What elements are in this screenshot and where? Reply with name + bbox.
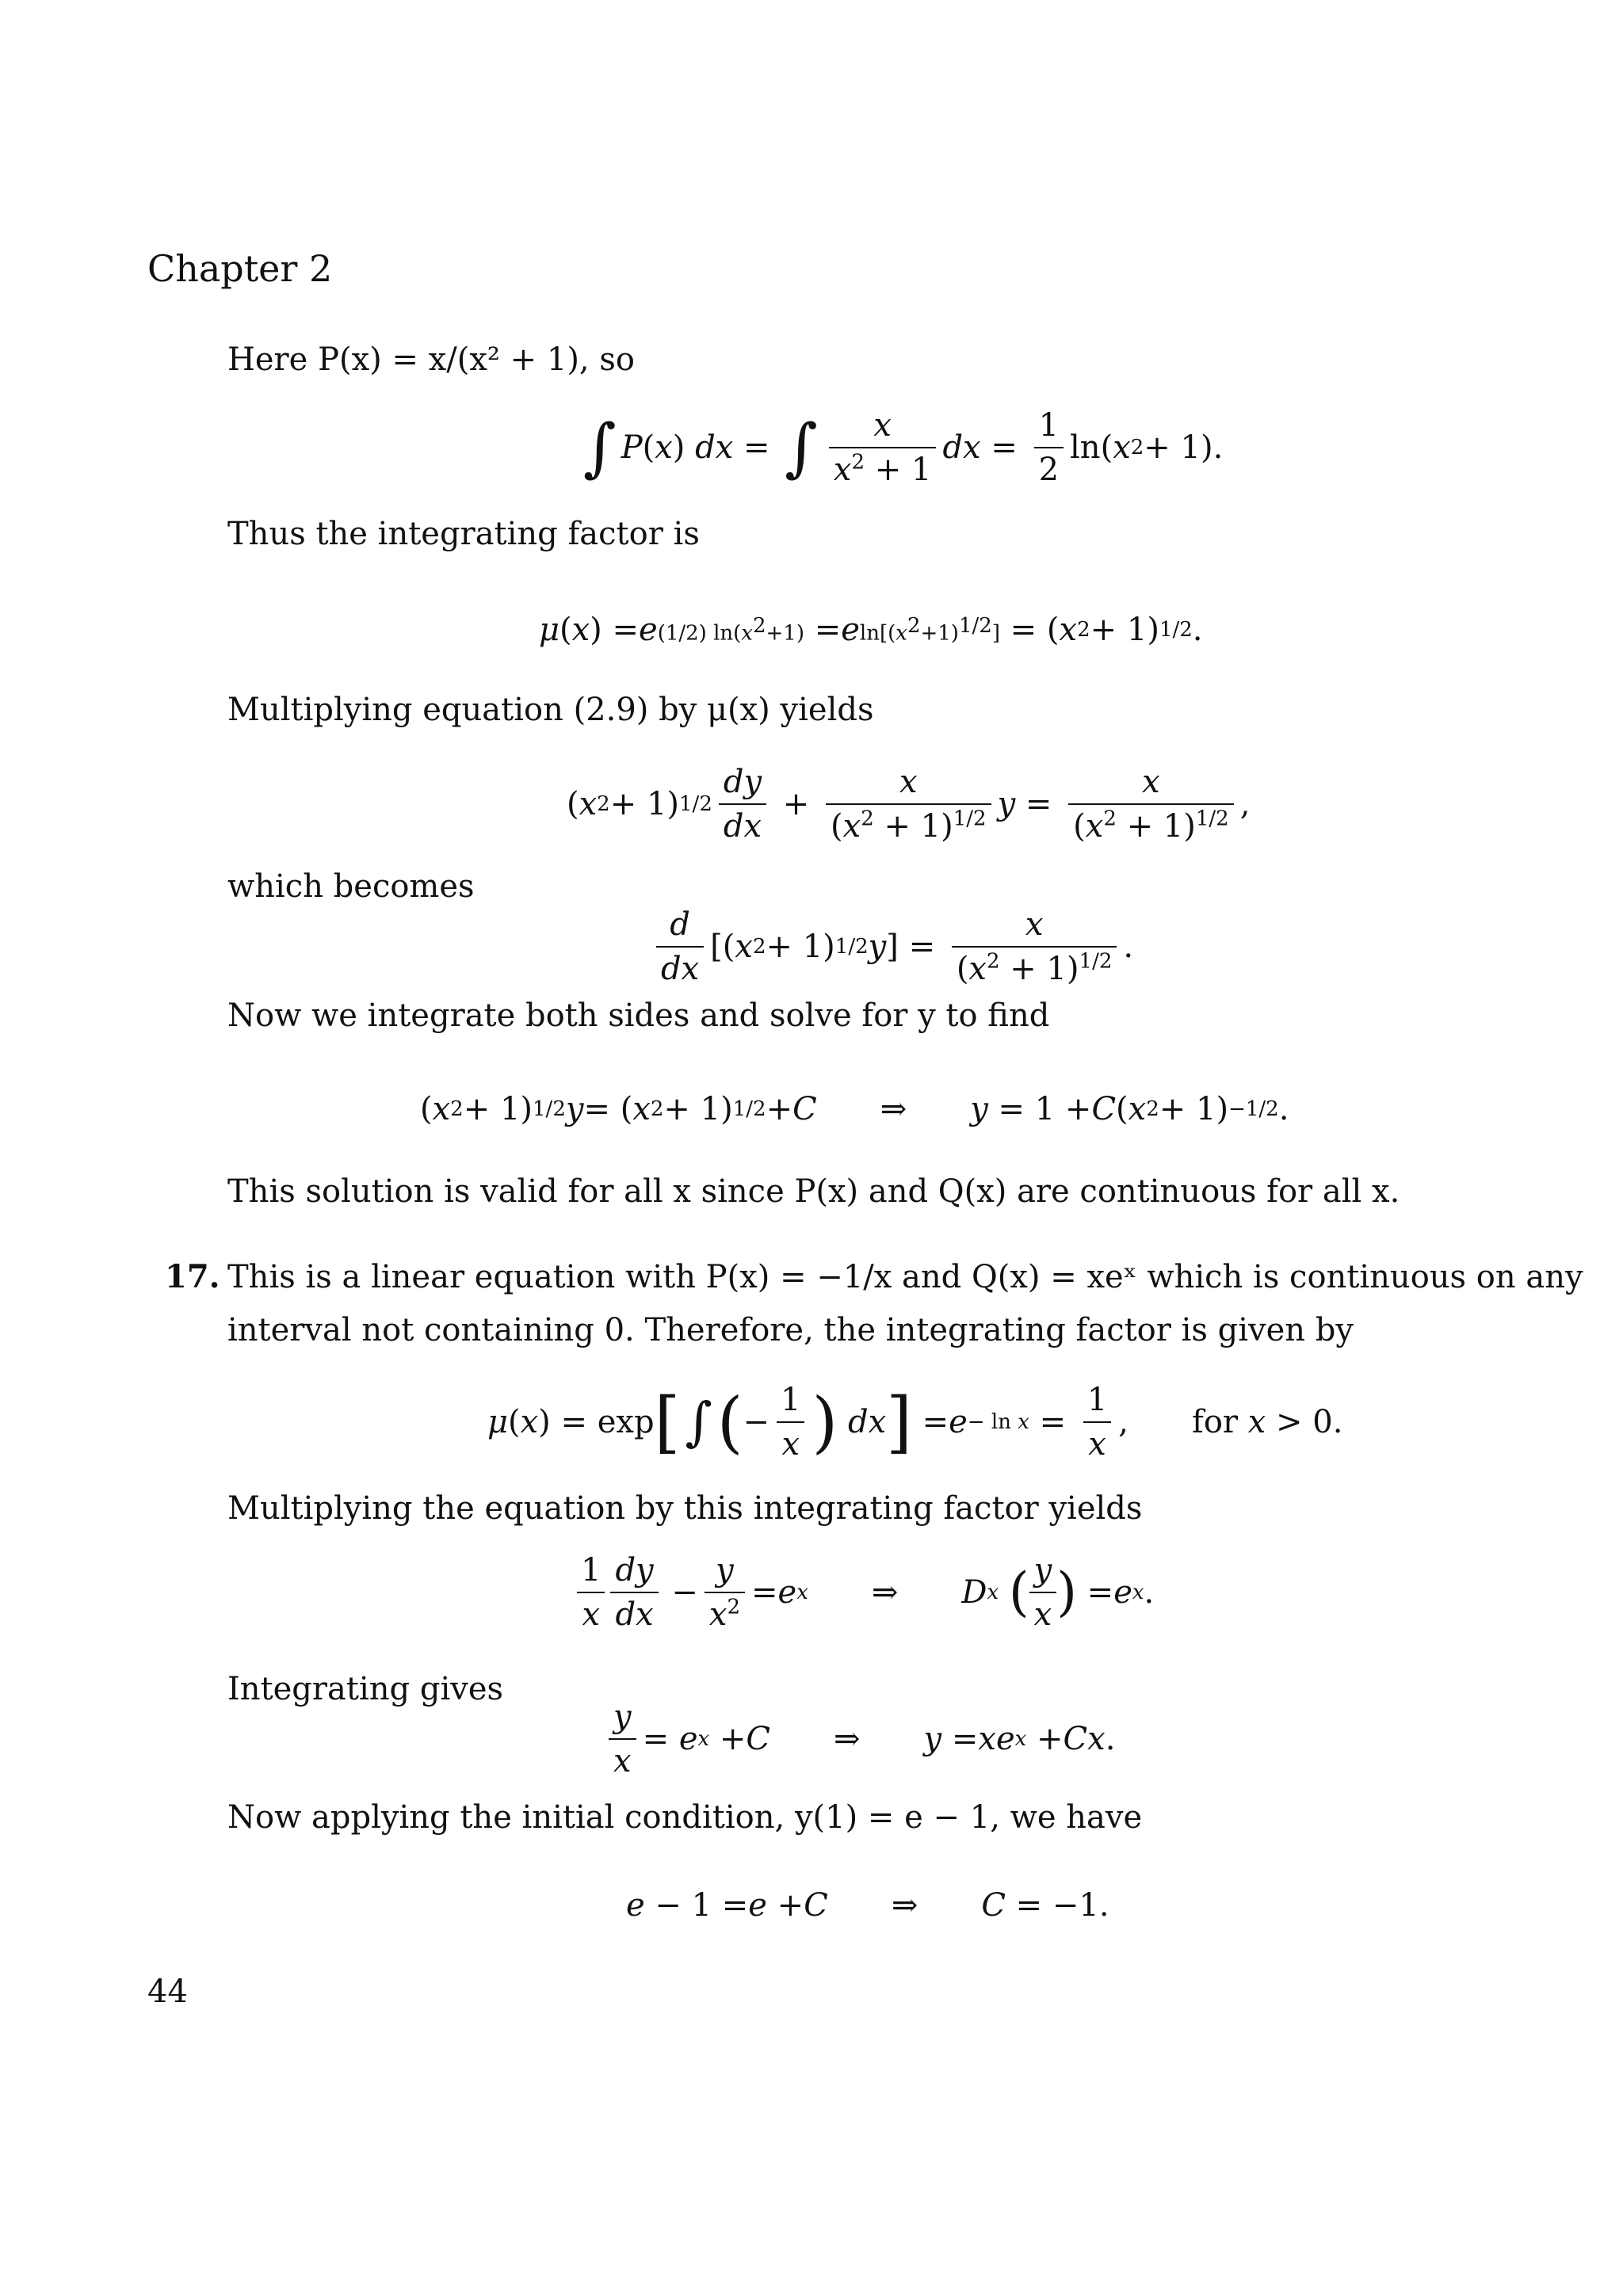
paragraph-multiplying-2: Multiplying the equation by this integrating factor yields <box>227 1490 1143 1527</box>
equation-3: ( x 2 + 1) 1/2 $\frac{dy}{dx}$ + $\frac{x}{(x^2 + 1)^{1/2}}$ y = $\frac{x}{(x^2 + 1)^{1/2}}$ , <box>567 764 1251 845</box>
paragraph-now-integrate: Now we integrate both sides and solve for y to find <box>227 997 1050 1034</box>
equation-4: $\frac{d}{dx}$ [( x 2 + 1) 1/2 y ] = $\frac{x}{(x^2 + 1)^{1/2}}$ . <box>650 903 1133 990</box>
paragraph-multiplying: Multiplying equation (2.9) by μ(x) yields <box>227 692 874 728</box>
problem-number-17: 17. <box>165 1258 220 1295</box>
equation-8: $\frac{y}{x}$ = e x + C ⇒ y = xe x + Cx . <box>602 1695 1115 1783</box>
problem-17-line-2: interval not containing 0. Therefore, the integrating factor is given by <box>227 1312 1354 1348</box>
equation-7: $\frac{1}{x}$ $\frac{dy}{dx}$ − $\frac{y}{x^2}$ = e x ⇒ D x ( $\frac{y}{x}$ ) = e x . <box>575 1549 1154 1636</box>
page-number: 44 <box>147 1974 188 2010</box>
paragraph-integrating: Integrating gives <box>227 1671 504 1707</box>
chapter-title: Chapter 2 <box>147 247 333 290</box>
equation-1: ∫ P ( x ) dx = ∫ $\frac{x}{x^2 + 1}$ dx = $\frac{1}{2}$ ln( x 2 + 1). <box>583 407 1224 488</box>
paragraph-thus: Thus the integrating factor is <box>227 516 700 552</box>
problem-17-line-1: This is a linear equation with P(x) = −1/x and Q(x) = xeˣ which is continuous on any <box>227 1259 1583 1295</box>
paragraph-valid: This solution is valid for all x since P(x) and Q(x) are continuous for all x. <box>227 1173 1400 1210</box>
equation-9: e − 1 = e + C ⇒ C = −1. <box>626 1887 1109 1924</box>
paragraph-applying: Now applying the initial condition, y(1) = e − 1, we have <box>227 1799 1143 1836</box>
equation-5: ( x 2 + 1) 1/2 y = ( x 2 + 1) 1/2 + C ⇒ y = 1 + C ( x 2 + 1) −1/2 . <box>420 1091 1289 1127</box>
paragraph-here: Here P(x) = x/(x² + 1), so <box>227 341 635 378</box>
equation-2: μ ( x ) = e (1/2) $\ln(x^2+1)$ = e $\ln[(x^2+1)^{1/2}]$ = ( x 2 + 1) 1/2 . <box>539 612 1203 648</box>
equation-6: μ ( x ) = exp [ ∫ ( − $\frac{1}{x}$ ) dx ] = e − ln x = $\frac{1}{x}$ , for x > 0. <box>487 1382 1343 1463</box>
paragraph-which: which becomes <box>227 868 475 905</box>
